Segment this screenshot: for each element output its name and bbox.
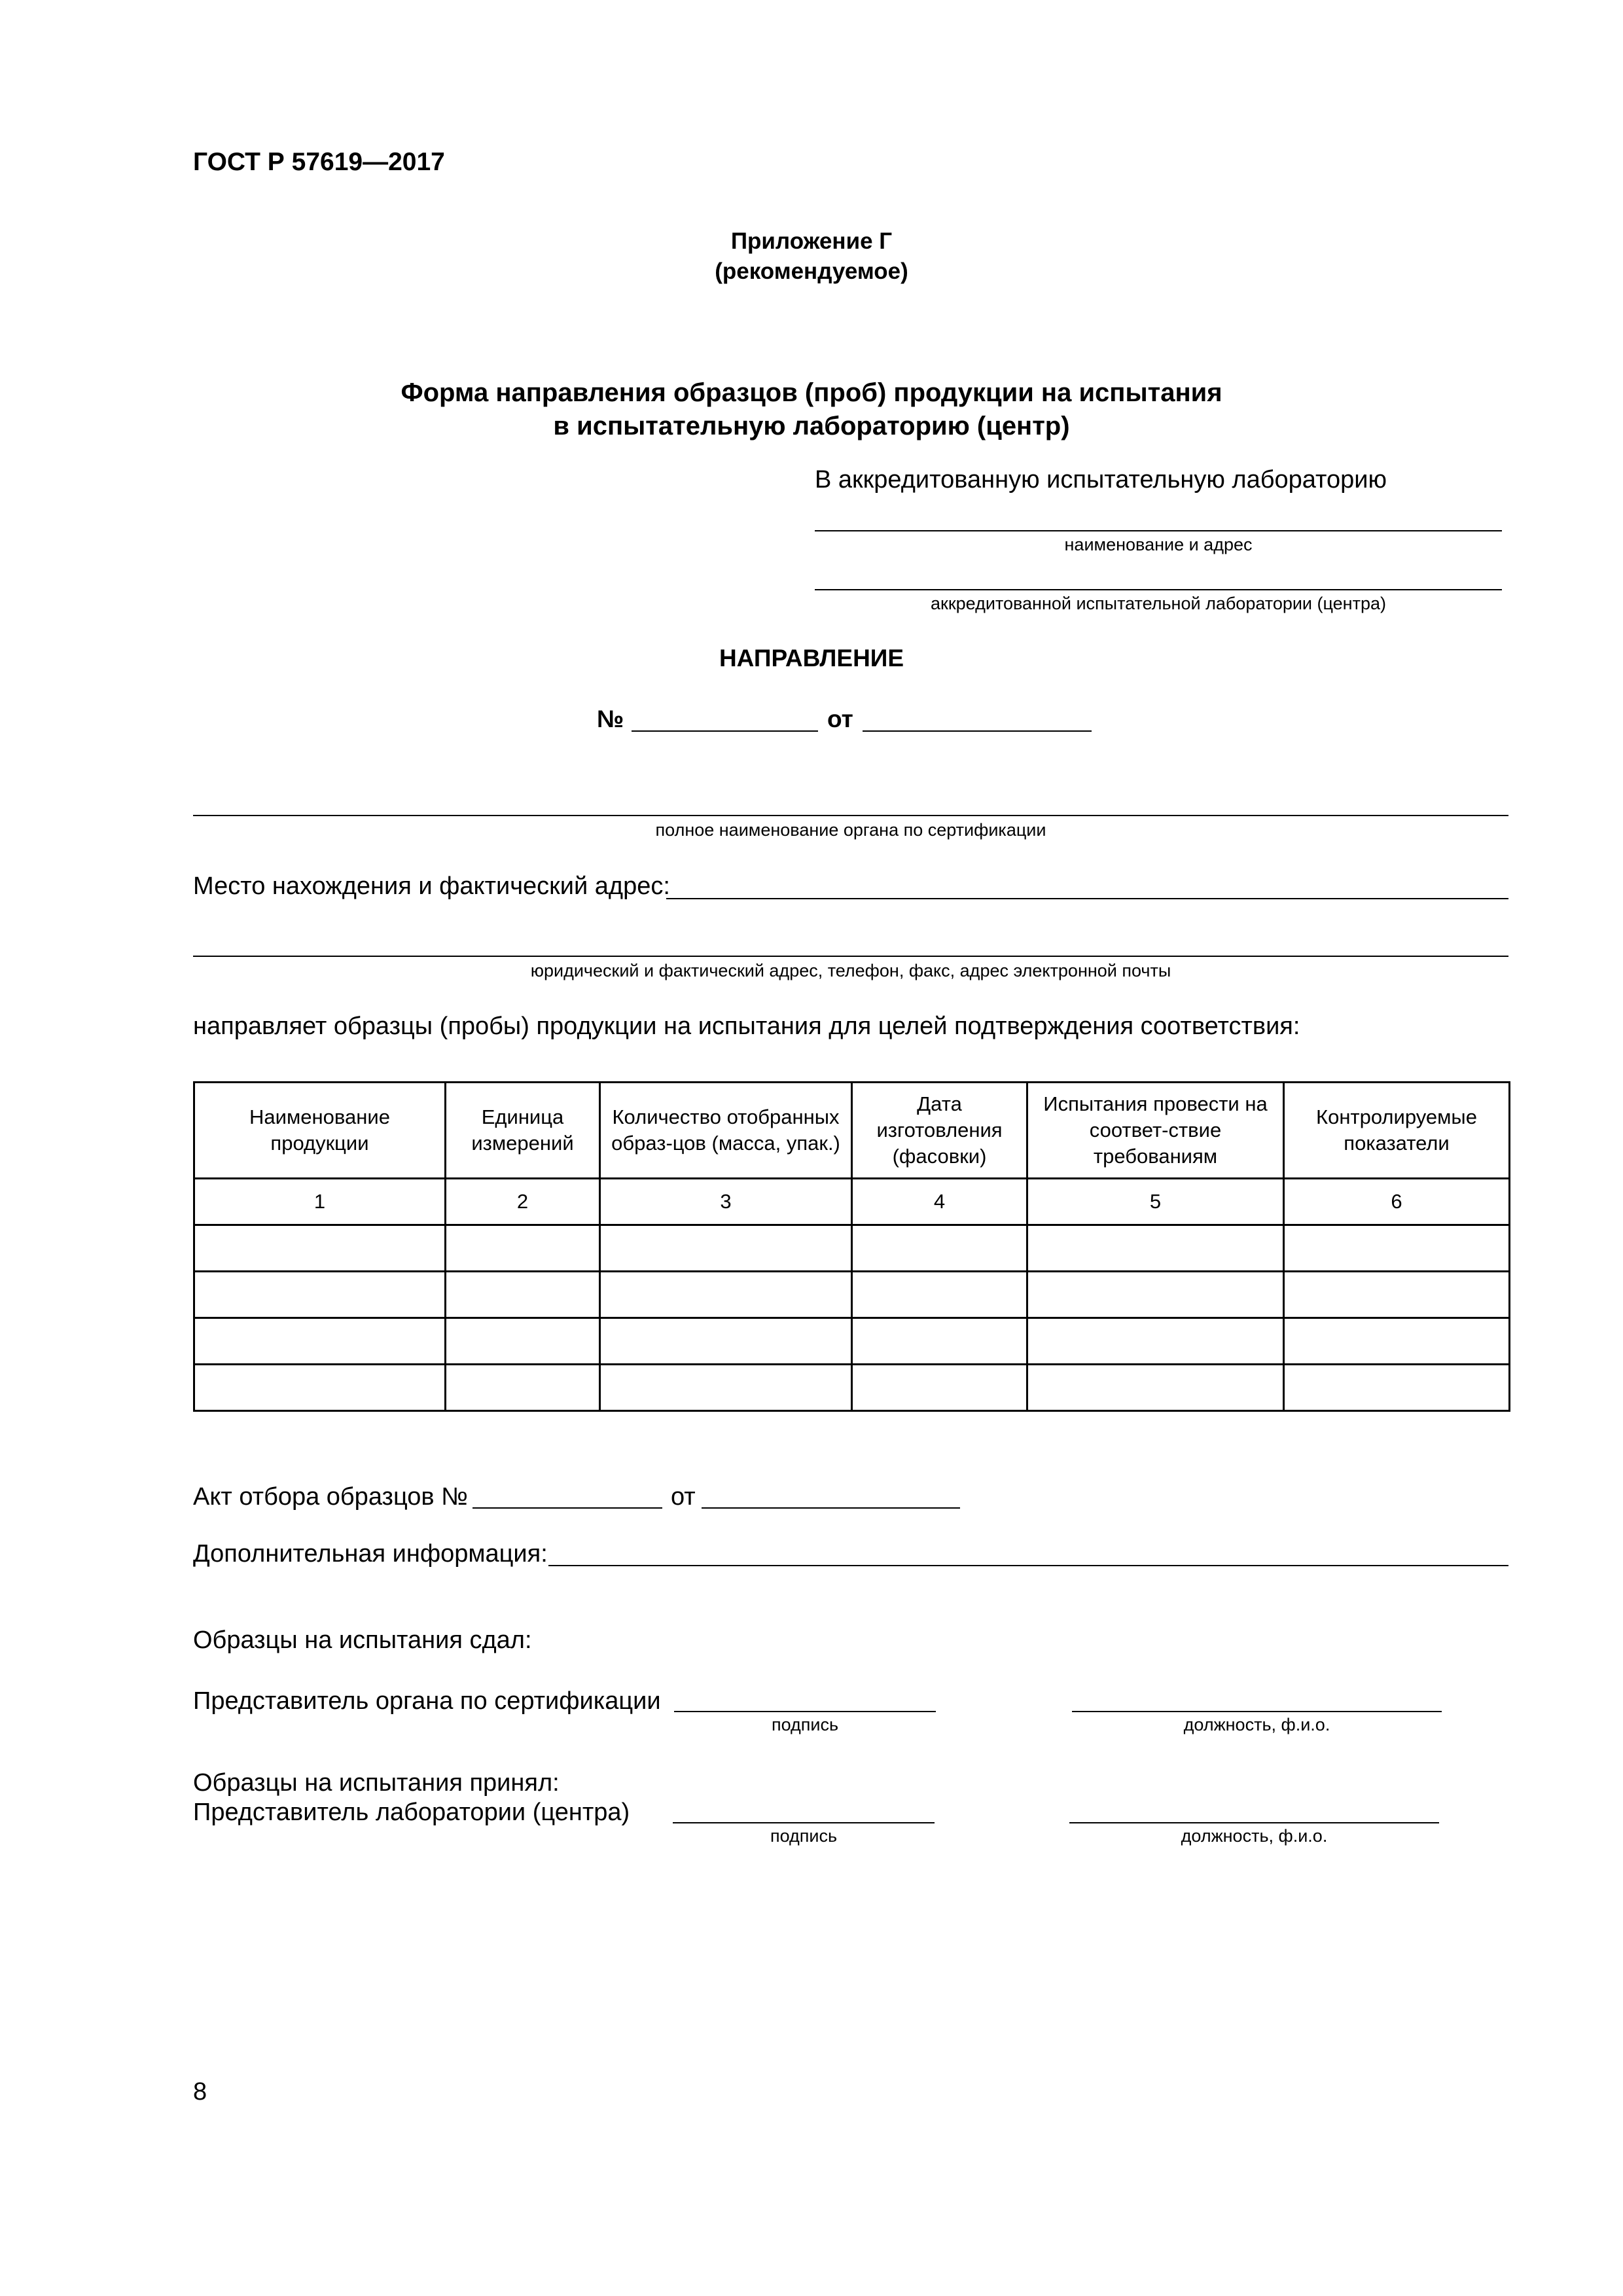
handed-position-caption: должность, ф.и.о. bbox=[1183, 1715, 1330, 1734]
table-cell[interactable] bbox=[1027, 1318, 1284, 1365]
accepted-rep-label: Представитель лаборатории (центра) bbox=[193, 1799, 630, 1826]
table-cell[interactable] bbox=[1027, 1272, 1284, 1318]
table-cell[interactable] bbox=[446, 1365, 600, 1411]
table-cell[interactable] bbox=[1284, 1318, 1510, 1365]
handed-heading: Образцы на испытания сдал: bbox=[193, 1626, 532, 1654]
handed-rep-label: Представитель органа по сертификации bbox=[193, 1687, 661, 1715]
table-cell[interactable] bbox=[1284, 1272, 1510, 1318]
table-cell[interactable] bbox=[1284, 1365, 1510, 1411]
table-header-row bbox=[194, 1083, 1510, 1179]
accepted-signature-field[interactable] bbox=[673, 1822, 935, 1823]
handed-position-field[interactable] bbox=[1072, 1711, 1442, 1712]
direction-heading: НАПРАВЛЕНИЕ bbox=[719, 645, 904, 672]
samples-table bbox=[193, 1081, 1510, 1412]
accepted-position-field[interactable] bbox=[1069, 1822, 1439, 1823]
location-field[interactable] bbox=[666, 898, 1508, 899]
table-cell[interactable] bbox=[1284, 1225, 1510, 1272]
additional-info-label: Дополнительная информация: bbox=[193, 1540, 548, 1568]
document-header: ГОСТ Р 57619—2017 bbox=[193, 148, 445, 176]
form-title-line2: в испытательную лабораторию (центр) bbox=[553, 412, 1070, 440]
table-cell[interactable] bbox=[446, 1225, 600, 1272]
col-number: 5 bbox=[1027, 1179, 1284, 1225]
act-number-field[interactable] bbox=[473, 1507, 662, 1509]
address-contacts-field[interactable] bbox=[193, 956, 1508, 957]
addressee-name-field[interactable] bbox=[815, 530, 1502, 531]
appendix-label bbox=[0, 226, 1623, 287]
certification-body-caption: полное наименование органа по сертификации bbox=[655, 820, 1046, 840]
location-label: Место нахождения и фактический адрес: bbox=[193, 872, 670, 900]
table-cell[interactable] bbox=[600, 1365, 852, 1411]
form-title bbox=[0, 376, 1623, 443]
col-header-quantity: Количество отобранных образ-цов (масса, упак.) bbox=[600, 1083, 852, 1179]
direction-date-field[interactable] bbox=[863, 730, 1092, 732]
table-cell[interactable] bbox=[852, 1365, 1027, 1411]
direction-number-label: № bbox=[597, 706, 624, 732]
accepted-heading: Образцы на испытания принял: bbox=[193, 1769, 560, 1797]
col-number: 2 bbox=[446, 1179, 600, 1225]
direction-number-field[interactable] bbox=[632, 730, 818, 732]
handed-signature-caption: подпись bbox=[771, 1715, 839, 1734]
table-cell[interactable] bbox=[852, 1318, 1027, 1365]
col-header-unit: Единица измерений bbox=[446, 1083, 600, 1179]
act-date-field[interactable] bbox=[702, 1507, 960, 1509]
table-number-row bbox=[194, 1179, 1510, 1225]
additional-info-field[interactable] bbox=[548, 1565, 1508, 1566]
table-cell[interactable] bbox=[194, 1272, 446, 1318]
table-cell[interactable] bbox=[194, 1365, 446, 1411]
table-cell[interactable] bbox=[600, 1225, 852, 1272]
act-date-label: от bbox=[671, 1483, 696, 1511]
col-number: 1 bbox=[194, 1179, 446, 1225]
table-row bbox=[194, 1272, 1510, 1318]
col-header-product-name: Наименование продукции bbox=[194, 1083, 446, 1179]
table-cell[interactable] bbox=[600, 1272, 852, 1318]
table-cell[interactable] bbox=[600, 1318, 852, 1365]
form-title-line1: Форма направления образцов (проб) продукции на испытания bbox=[401, 378, 1222, 407]
appendix-status: (рекомендуемое) bbox=[715, 259, 908, 284]
table-row bbox=[194, 1318, 1510, 1365]
table-cell[interactable] bbox=[194, 1225, 446, 1272]
col-number: 6 bbox=[1284, 1179, 1510, 1225]
table-cell[interactable] bbox=[446, 1272, 600, 1318]
addressee-address-field[interactable] bbox=[815, 589, 1502, 590]
act-label: Акт отбора образцов № bbox=[193, 1483, 468, 1511]
col-header-manufacture-date: Дата изготовления (фасовки) bbox=[852, 1083, 1027, 1179]
appendix-title: Приложение Г bbox=[730, 228, 893, 254]
accepted-signature-caption: подпись bbox=[770, 1826, 838, 1846]
table-cell[interactable] bbox=[1027, 1365, 1284, 1411]
col-number: 3 bbox=[600, 1179, 852, 1225]
direction-date-label: от bbox=[827, 706, 853, 732]
table-cell[interactable] bbox=[194, 1318, 446, 1365]
accepted-position-caption: должность, ф.и.о. bbox=[1181, 1826, 1328, 1846]
table-cell[interactable] bbox=[852, 1272, 1027, 1318]
table-cell[interactable] bbox=[446, 1318, 600, 1365]
purpose-text: направляет образцы (пробы) продукции на испытания для целей подтверждения соответствия: bbox=[193, 1013, 1300, 1040]
col-number: 4 bbox=[852, 1179, 1027, 1225]
page-number: 8 bbox=[193, 2078, 207, 2106]
certification-body-field[interactable] bbox=[193, 815, 1508, 816]
table-cell[interactable] bbox=[1027, 1225, 1284, 1272]
table-cell[interactable] bbox=[852, 1225, 1027, 1272]
addressee-line: В аккредитованную испытательную лабораторию bbox=[815, 466, 1387, 493]
col-header-test-requirements: Испытания провести на соответ-ствие требованиям bbox=[1027, 1083, 1284, 1179]
addressee-caption-1: наименование и адрес bbox=[1064, 535, 1253, 554]
address-contacts-caption: юридический и фактический адрес, телефон, факс, адрес электронной почты bbox=[530, 961, 1171, 980]
table-row bbox=[194, 1225, 1510, 1272]
handed-signature-field[interactable] bbox=[674, 1711, 936, 1712]
addressee-caption-2: аккредитованной испытательной лаборатории (центра) bbox=[930, 594, 1386, 613]
table-row bbox=[194, 1365, 1510, 1411]
col-header-controlled-indicators: Контролируемые показатели bbox=[1284, 1083, 1510, 1179]
